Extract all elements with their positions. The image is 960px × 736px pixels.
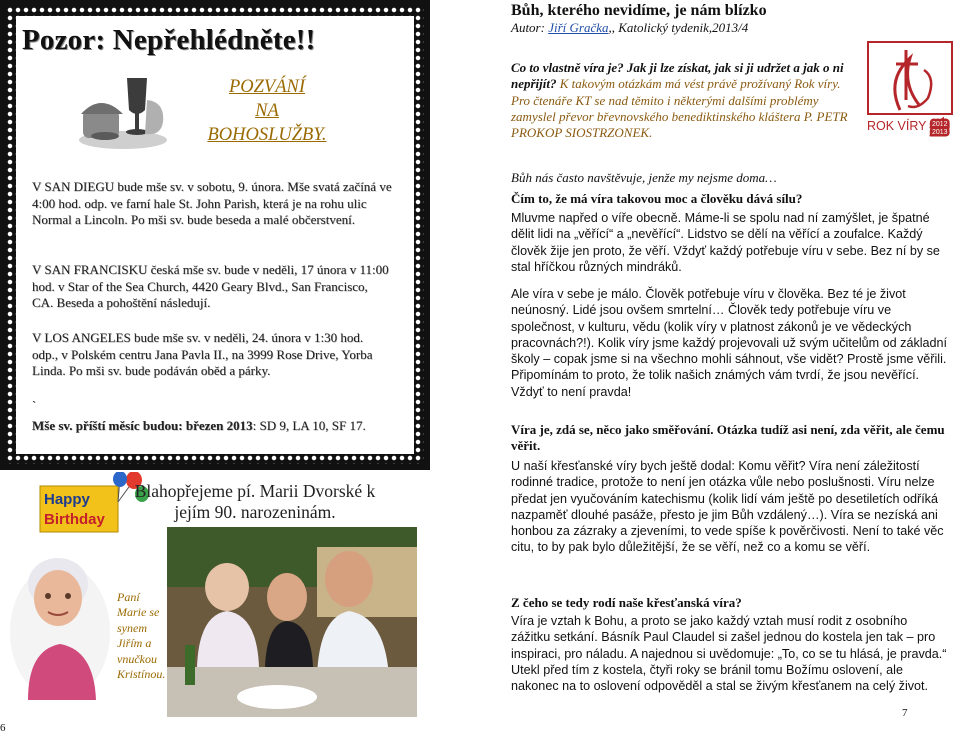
logo-text: ROK VÍRY (867, 119, 927, 133)
question-3: Z čeho se tedy rodí naše křesťanská víra? (511, 595, 742, 610)
birthday-congratulations: Blahopřejeme pí. Marii Dvorské k jejím 90. narozeninám. (134, 481, 376, 522)
los-angeles-notice: V LOS ANGELES bude mše sv. v neděli, 24. února v 1:30 hod. odp., v Polském centru Jana Pavla II., na 3999 Rose Drive, Yorba Linda. Po mši sv. bude podáván oběd a párky. (32, 330, 373, 379)
intro-text: K takovým otázkám má vést právě prožívaný Rok víry. Pro čtenáře KT se nad těmito i některými dalšími problémy zamyslel převor břevnovského benediktinského kláštera P. PETR PROKOP SIOSTRZONEK. (511, 76, 848, 141)
logo-year: 2012 (932, 121, 948, 128)
next-month-label: Mše sv. příští měsíc budou: březen 2013 (32, 418, 253, 433)
answer-1-part-2: Ale víra v sebe je málo. Člověk potřebuje víru v člověka. Bez té je život neúnosný. Lidé jsou ovšem smrtelní… Člověk tedy potřebuje víru ve společnost, v kulturu, vědu (kolik víry v platnost zákonů je ve vědeckých pracovnách?!). Kolik víry jsme každý projevovali už svým učitelům od základní školy – copak jsme si na všechno mohli sáhnout, vše vidět? Prostě jsme věřili. Připomínám to proto, že tolik našich známých vám tvrdí, že jsou nevěřící. Vždyť to není pravda! (511, 287, 948, 399)
intro-closing-line: Bůh nás často navštěvuje, jenže my nejsme doma… (511, 170, 777, 185)
author-label: Autor: (511, 20, 549, 35)
next-month-schedule (32, 418, 402, 434)
birthday-sign-line: Happy (44, 491, 90, 508)
next-month-dates: : SD 9, LA 10, SF 17. (252, 418, 366, 433)
author-source: ,, Katolický tydenik,2013/4 (608, 20, 749, 35)
stray-mark: ` (32, 398, 37, 413)
author-link[interactable]: Jiří Gračka (548, 20, 609, 35)
answer-1-part-1: Mluvme napřed o víře obecně. Máme-li se spolu nad ní zamýšlet, je špatné dělit lidi na „věřící“ a „nevěřící“. Lidstvo se dělí na věřící a zoufalce. Každý člověk žije jen proto, že věří. Vždyť každý potřebuje víru v sebe. Bez ní by se stal hříčkou různých mindráků. (511, 211, 940, 274)
author-line (511, 20, 748, 36)
notice-heading: Pozor: Nepřehlédněte!! (22, 24, 316, 56)
invitation-line: NA (255, 101, 279, 121)
page-number-left: 6 (0, 722, 6, 734)
san-francisco-notice: V SAN FRANCISKU česká mše sv. bude v neděli, 17 února v 11:00 hod. v Star of the Sea Church, 4420 Geary Blvd., San Francisco, CA. Beseda a pohoštění následují. (32, 262, 389, 311)
invitation-line: BOHOSLUŽBY. (207, 125, 327, 145)
question-1: Čím to, že má víra takovou moc a člověku dává sílu? (511, 191, 803, 206)
answer-2: U naší křesťanské víry bych ještě dodal: Komu věřit? Víra není záležitostí rodinné tradice, protože to není jen otázka vůle nebo poslušnosti. Víru nelze předat jen vyučováním katechismu (kolik lidí vám ještě po desetiletích odříká nazpaměť dlouhé pasáže, přesto je jim Bůh vzdálený…). Víra se nezíská ani honbou za zázraky a zjeveními, to vede spíše k pověrčivosti. Není to také věc citu, to by pak bylo důležitější, že se věří, než co a komu se věří. (511, 459, 944, 555)
family-photo (167, 527, 417, 717)
photo-caption: Paní Marie se synem Jiřím a vnučkou Kristínou. (117, 590, 166, 682)
san-diego-notice: V SAN DIEGU bude mše sv. v sobotu, 9. února. Mše svatá začíná ve 4:00 hod. odp. ve farní hale St. John Parish, která je na rohu ulic Normal a Lincoln. Po mši sv. bude beseda a malé občerstvení. (32, 179, 392, 228)
birthday-sign-line: Birthday (44, 511, 105, 528)
invitation-title (152, 75, 382, 147)
page-number-right: 7 (902, 707, 908, 719)
intro-paragraph (511, 60, 859, 141)
answer-3: Víra je vztah k Bohu, a proto se jako každý vztah musí rodit z osobního zážitku setkání. Básník Paul Claudel si zašel jednou do kostela jen tak – pro inspiraci, pro náladu. A najednou si uvědomuje: „To, co se tu hlásá, je pravda.“ Utekl před tím z kostela, čtyři roky se bránil tomu Božímu oslovení, ale nakonec na to oslovení odpověděl a stal se živým křesťanem na celý život. (511, 614, 947, 694)
invitation-line: POZVÁNÍ (228, 77, 306, 97)
portrait-photo (8, 540, 112, 700)
logo-year: 2013 (932, 129, 948, 136)
intro-question: Co to vlastně víra je? Jak ji lze získat, jak si ji udržet a jak o ni nepřijít? (511, 60, 844, 92)
article-title: Bůh, kterého nevidíme, je nám blízko (511, 2, 767, 19)
notice-frame (0, 0, 430, 470)
year-of-faith-logo (866, 40, 954, 138)
question-2: Víra je, zdá se, něco jako směřování. Otázka tudíž asi není, zda věřit, ale čemu věřit. (511, 422, 945, 454)
